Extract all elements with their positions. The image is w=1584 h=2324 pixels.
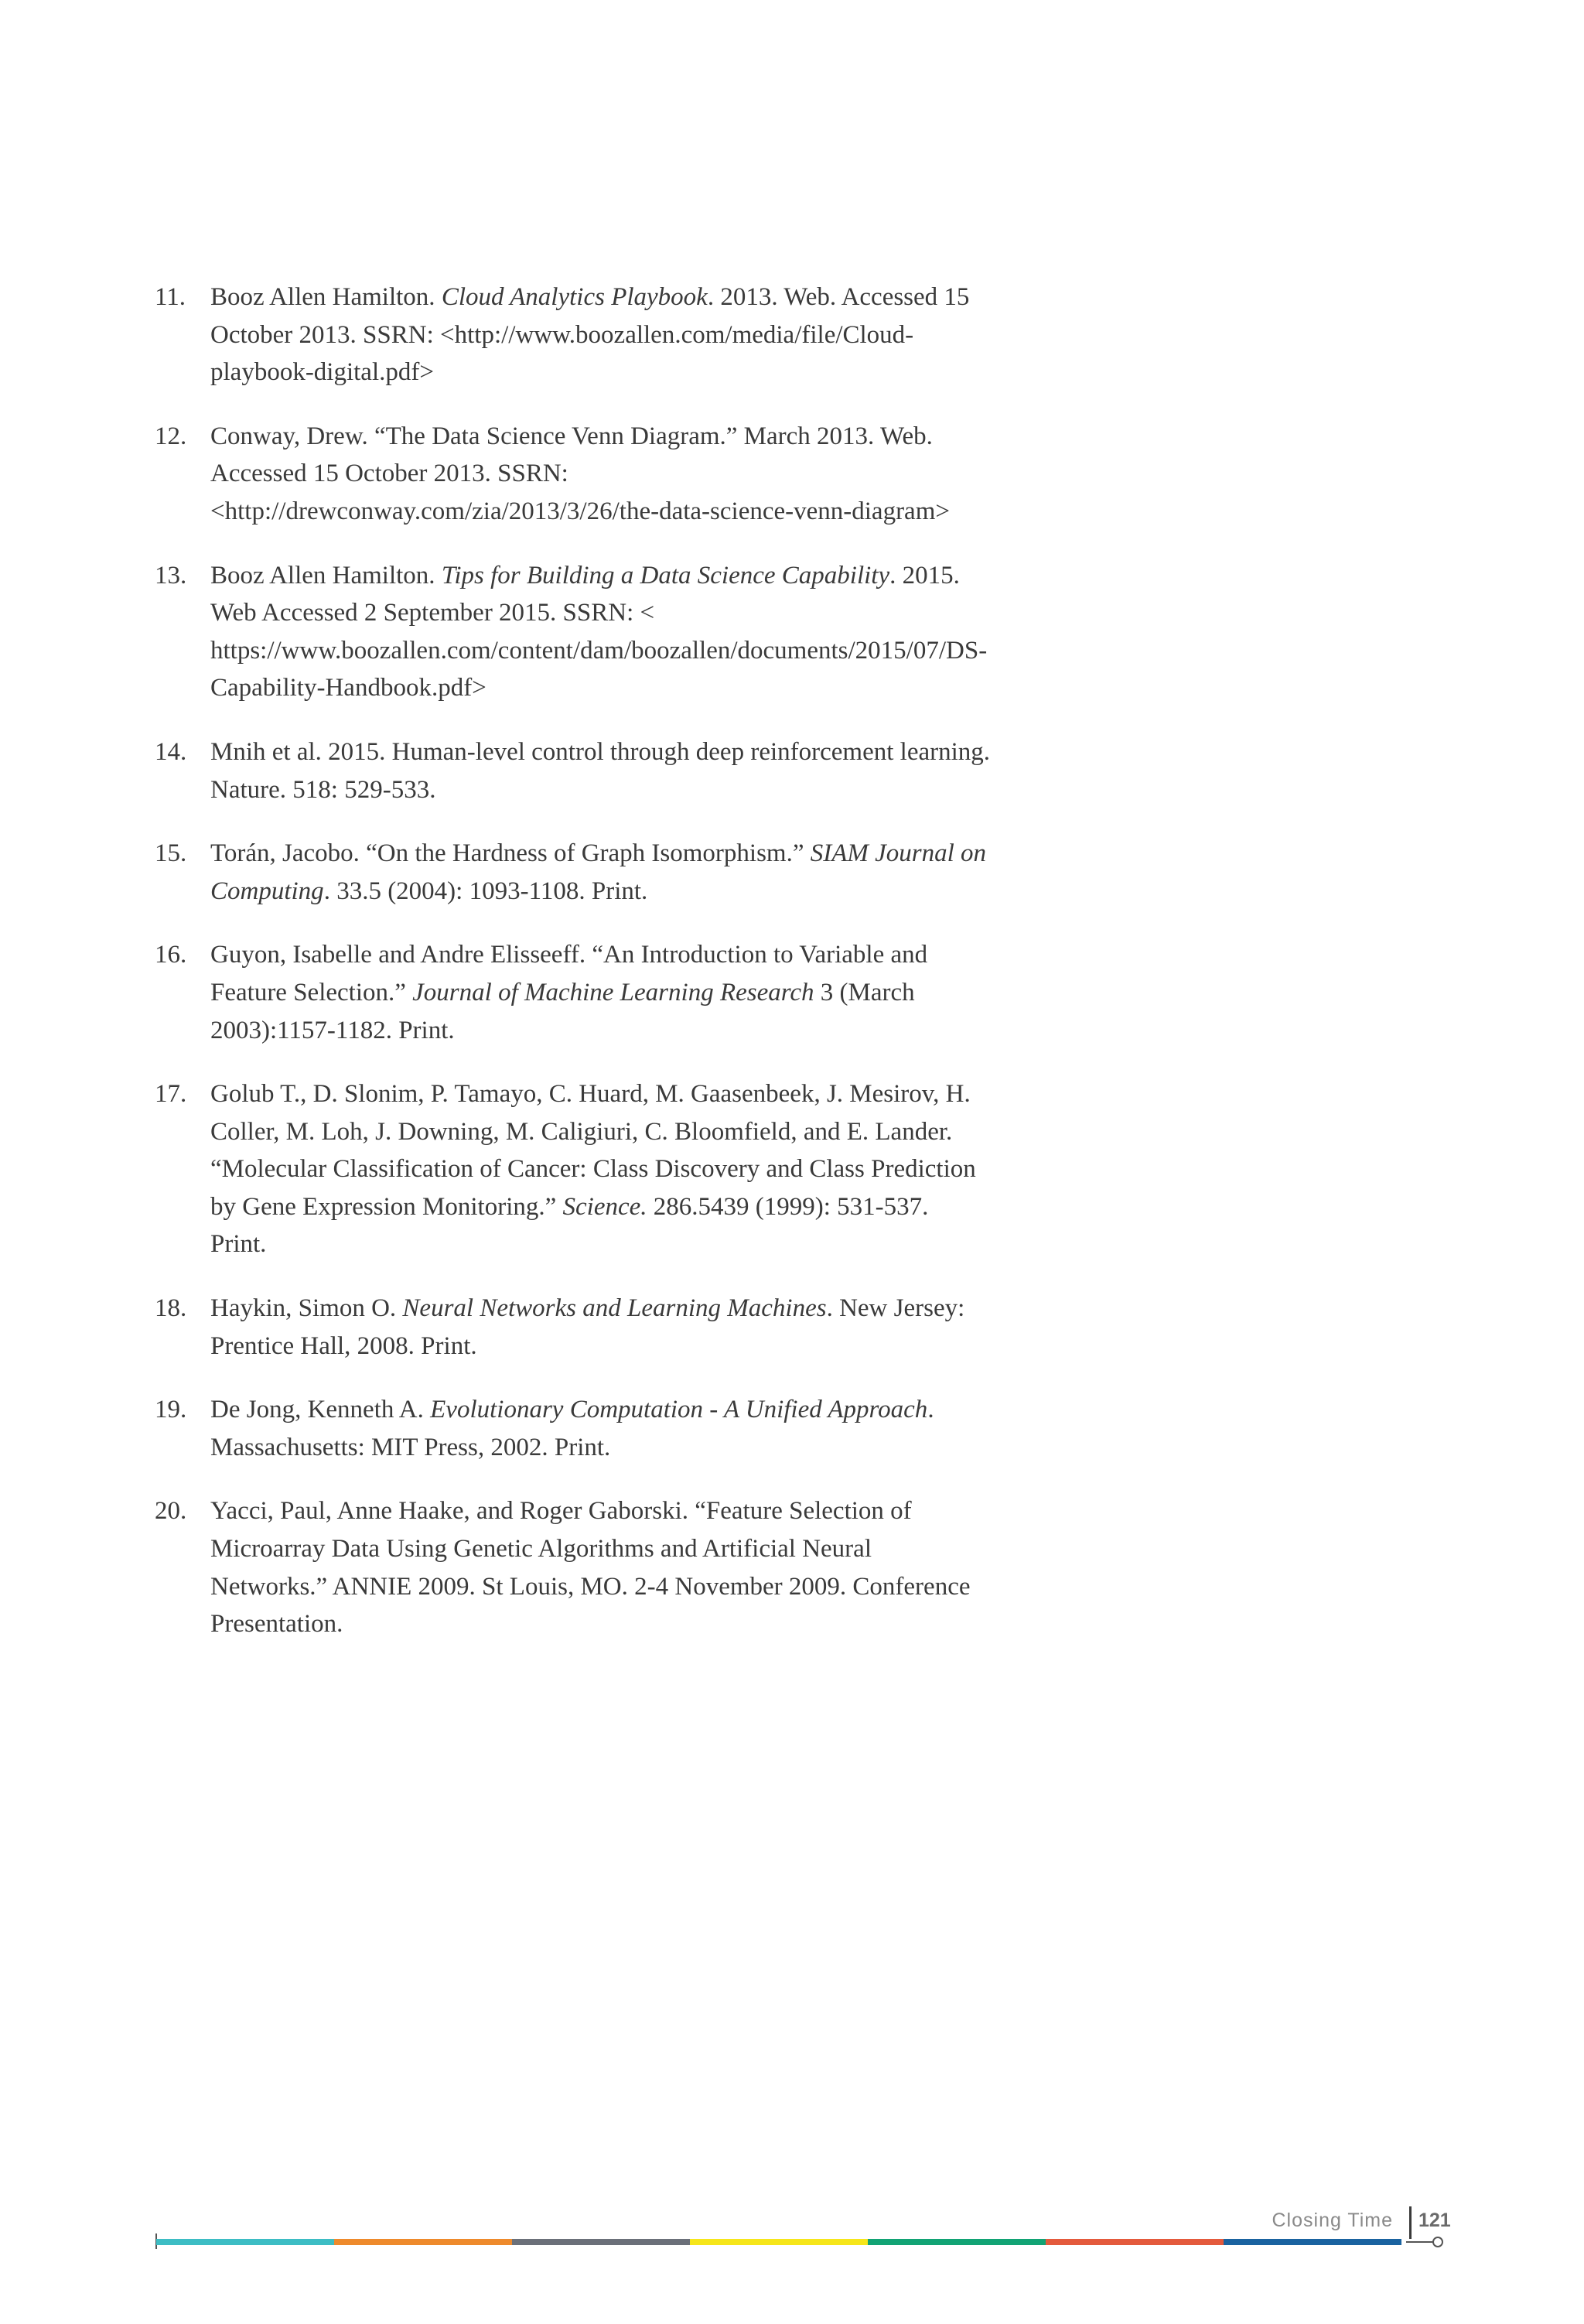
- reference-text: [210, 1080, 976, 1258]
- reference-list: [155, 279, 990, 1670]
- reference-text: [210, 1497, 971, 1638]
- color-bar: [156, 2239, 1434, 2245]
- reference-text: [210, 839, 986, 905]
- reference-text-run: . New Jersey: Prentice Hall, 2008. Print.: [210, 1294, 965, 1360]
- reference-text-run: . Massachusetts: MIT Press, 2002. Print.: [210, 1396, 934, 1461]
- reference-text-run: De Jong, Kenneth A.: [210, 1396, 431, 1424]
- reference-title-italic: SIAM Journal on Computing: [210, 839, 987, 905]
- reference-item: [155, 835, 990, 910]
- page-number: 121: [1418, 2210, 1451, 2231]
- reference-number: 14.: [155, 737, 187, 766]
- color-bar-segment: [1046, 2239, 1224, 2245]
- color-bar-end-line: [1406, 2241, 1434, 2243]
- reference-text-run: . 33.5 (2004): 1093-1108. Print.: [323, 877, 648, 905]
- reference-text: [210, 941, 927, 1044]
- color-bar-segment: [868, 2239, 1046, 2245]
- reference-text-run: Guyon, Isabelle and Andre Elisseeff. “An Introduction to Variable and Feature Selection.”: [210, 941, 928, 1006]
- reference-number: 15.: [155, 839, 187, 868]
- reference-text-run: Torán, Jacobo. “On the Hardness of Graph Isomorphism.”: [210, 839, 811, 868]
- reference-item: [155, 1075, 990, 1263]
- reference-number: 13.: [155, 561, 187, 590]
- reference-item: [155, 733, 990, 808]
- reference-number: 19.: [155, 1396, 187, 1424]
- reference-number: 11.: [155, 283, 186, 311]
- reference-item: [155, 936, 990, 1049]
- reference-text-run: Booz Allen Hamilton.: [210, 561, 442, 590]
- reference-text: [210, 283, 969, 386]
- color-bar-end-circle: [1432, 2237, 1443, 2247]
- reference-text-run: 286.5439 (1999): 531-537. Print.: [210, 1192, 929, 1259]
- reference-text-run: Conway, Drew. “The Data Science Venn Diagram.” March 2013. Web. Accessed 15 October 2013. SSRN: <http://drewconway.com/zia/2013/3/26/the-data-science-venn-diagram>: [210, 422, 950, 525]
- reference-number: 16.: [155, 941, 187, 969]
- reference-text: [210, 1294, 964, 1360]
- reference-text-run: Golub T., D. Slonim, P. Tamayo, C. Huard, M. Gaasenbeek, J. Mesirov, H. Coller, M. Loh, J. Downing, M. Caligiuri, C. Bloomfield, and E. Lander. “Molecular Classification of Cancer: Class Discovery and Class Prediction by Gene Expression Monitoring.”: [210, 1080, 976, 1221]
- reference-text-run: Yacci, Paul, Anne Haake, and Roger Gaborski. “Feature Selection of Microarray Data Using Genetic Algorithms and Artificial Neural Networks.” ANNIE 2009. St Louis, MO. 2-4 November 2009. Conference Presentation.: [210, 1497, 971, 1639]
- reference-number: 12.: [155, 422, 187, 450]
- reference-text-run: . 2013. Web. Accessed 15 October 2013. SSRN: <http://www.boozallen.com/media/file/Cloud-playbook-digital.pdf>: [210, 283, 970, 387]
- color-bar-segment: [156, 2239, 334, 2245]
- reference-item: [155, 1290, 990, 1365]
- reference-item: [155, 1391, 990, 1466]
- reference-text-run: Mnih et al. 2015. Human-level control through deep reinforcement learning. Nature. 518: 529-533.: [210, 737, 991, 804]
- reference-item: [155, 1492, 990, 1642]
- color-bar-segment: [334, 2239, 512, 2245]
- color-bar-segment: [512, 2239, 690, 2245]
- reference-number: 17.: [155, 1080, 187, 1109]
- reference-number: 20.: [155, 1497, 187, 1526]
- reference-text: [210, 738, 990, 804]
- reference-text: [210, 1396, 934, 1461]
- reference-title-italic: Evolutionary Computation - A Unified Approach: [430, 1396, 928, 1424]
- section-label: Closing Time: [1272, 2210, 1393, 2231]
- color-bar-segment: [690, 2239, 868, 2245]
- reference-item: [155, 279, 990, 391]
- reference-title-italic: Cloud Analytics Playbook: [441, 283, 708, 311]
- reference-item: [155, 557, 990, 707]
- reference-number: 18.: [155, 1294, 187, 1323]
- color-bar-segment: [1224, 2239, 1401, 2245]
- reference-title-italic: Neural Networks and Learning Machines: [402, 1294, 827, 1323]
- reference-title-italic: Science.: [562, 1192, 647, 1221]
- reference-text: [210, 422, 950, 525]
- reference-text-run: Booz Allen Hamilton.: [210, 283, 442, 311]
- reference-title-italic: Tips for Building a Data Science Capability: [441, 561, 890, 590]
- reference-item: [155, 418, 990, 531]
- reference-text-run: 3 (March 2003):1157-1182. Print.: [210, 978, 915, 1044]
- reference-text-run: Haykin, Simon O.: [210, 1294, 403, 1323]
- reference-title-italic: Journal of Machine Learning Research: [412, 978, 814, 1006]
- footer-separator: [1409, 2206, 1412, 2239]
- reference-text: [210, 562, 987, 702]
- reference-text-run: . 2015. Web Accessed 2 September 2015. SSRN: < https://www.boozallen.com/content/dam/boozallen/documents/2015/07/DS-Capability-Handbook.pdf>: [210, 561, 988, 702]
